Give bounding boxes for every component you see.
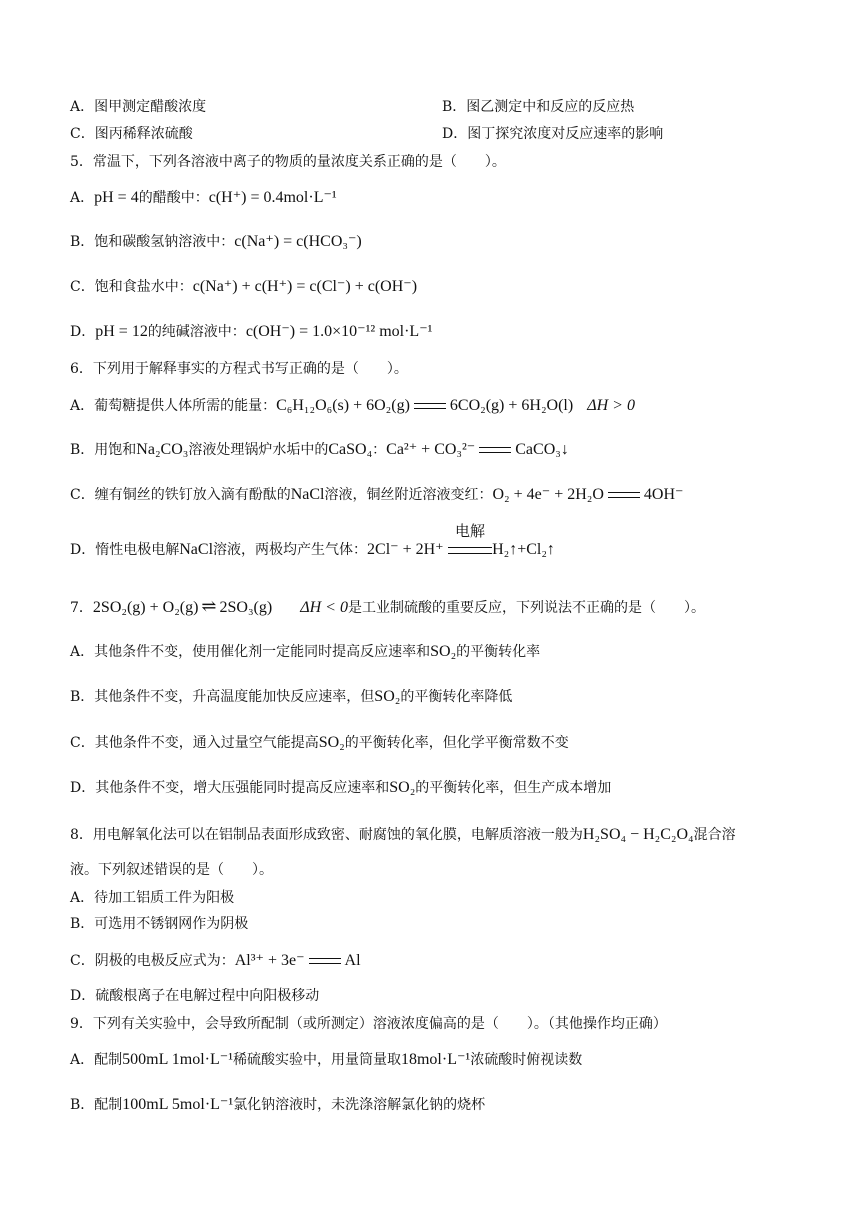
q5-stem: 5．常温下，下列各溶液中离子的物质的量浓度关系正确的是（ ）。 xyxy=(70,154,506,170)
q4-option-b: B．图乙测定中和反应的反应热 xyxy=(442,99,635,115)
equals-arrow-icon xyxy=(479,447,511,453)
q6-stem: 6．下列用于解释事实的方程式书写正确的是（ ）。 xyxy=(70,361,408,377)
q5-c-formula: c(Na⁺) + c(H⁺) = c(Cl⁻) + c(OH⁻) xyxy=(192,278,418,295)
q8-option-a: A．待加工铝质工件为阳极 xyxy=(70,890,235,906)
q9-option-a: A．配制500mL 1mol·L⁻¹稀硫酸实验中，用量筒量取18mol·L⁻¹浓硫酸时俯视读数 xyxy=(70,1051,583,1068)
q4-options-row2 xyxy=(70,124,664,144)
q6-option-b: B．用饱和Na₂CO₃溶液处理锅炉水垢中的CaSO₄：Ca²⁺ + CO₃²⁻ CaCO₃↓ xyxy=(70,441,569,458)
q5-option-c: C．饱和食盐水中：c(Na⁺) + c(H⁺) = c(Cl⁻) + c(OH⁻) xyxy=(70,278,418,295)
q8-stem-line1: 8．用电解氧化法可以在铝制品表面形成致密、耐腐蚀的氧化膜，电解质溶液一般为H₂SO₄ − H₂C₂O₄混合溶 xyxy=(70,826,736,843)
q7-option-d: D．其他条件不变，增大压强能同时提高反应速率和SO₂的平衡转化率，但生产成本增加 xyxy=(70,779,612,796)
q8-option-c: C．阴极的电极反应式为：Al³⁺ + 3e⁻ Al xyxy=(70,952,361,969)
q5-a-formula: c(H⁺) = 0.4mol·L⁻¹ xyxy=(208,189,337,206)
q6-option-c: C．缠有铜丝的铁钉放入滴有酚酞的NaCl溶液，铜丝附近溶液变红：O₂ + 4e⁻ + 2H₂O 4OH⁻ xyxy=(70,486,684,503)
electrolysis-arrow-icon xyxy=(448,521,492,554)
reversible-arrow-icon: ⇌ xyxy=(201,596,217,617)
equals-arrow-icon xyxy=(309,958,341,964)
q6-option-a: A．葡萄糖提供人体所需的能量：C₆H₁₂O₆(s) + 6O₂(g) 6CO₂(g) + 6H₂O(l) ΔH > 0 xyxy=(70,397,635,414)
equals-arrow-icon xyxy=(608,492,640,498)
q4-option-d: D．图丁探究浓度对反应速率的影响 xyxy=(442,126,664,142)
q4-option-a: A．图甲测定醋酸浓度 xyxy=(70,99,207,115)
q5-option-d: D．pH = 12的纯碱溶液中：c(OH⁻) = 1.0×10⁻¹² mol·L⁻¹ xyxy=(70,323,433,340)
q8-option-d: D．硫酸根离子在电解过程中向阳极移动 xyxy=(70,988,320,1004)
q5-b-formula: c(Na⁺) = c(HCO₃⁻) xyxy=(234,233,362,250)
q7-option-a: A．其他条件不变，使用催化剂一定能同时提高反应速率和SO₂的平衡转化率 xyxy=(70,643,541,660)
q5-option-b: B．饱和碳酸氢钠溶液中：c(Na⁺) = c(HCO₃⁻) xyxy=(70,233,362,250)
q8-stem-line2: 液。下列叙述错误的是（ ）。 xyxy=(70,862,273,878)
q9-stem: 9．下列有关实验中，会导致所配制（或所测定）溶液浓度偏高的是（ ）。（其他操作均正确） xyxy=(70,1016,667,1032)
q7-option-c: C．其他条件不变，通入过量空气能提高SO₂的平衡转化率，但化学平衡常数不变 xyxy=(70,734,569,751)
q7-option-b: B．其他条件不变，升高温度能加快反应速率，但SO₂的平衡转化率降低 xyxy=(70,688,513,705)
q9-option-b: B．配制100mL 5mol·L⁻¹氯化钠溶液时，未洗涤溶解氯化钠的烧杯 xyxy=(70,1096,486,1113)
q5-option-a: A．pH = 4的醋酸中：c(H⁺) = 0.4mol·L⁻¹ xyxy=(70,189,337,206)
q4-options-row1 xyxy=(70,97,635,117)
q6-option-d: D．惰性电极电解NaCl溶液，两极均产生气体：2Cl⁻ + 2H⁺ 电解 H₂↑+Cl₂↑ xyxy=(70,521,555,558)
q7-stem: 7．2SO₂(g) + O₂(g) ⇌ 2SO₃(g) ΔH < 0是工业制硫酸的重要反应，下列说法不正确的是（ ）。 xyxy=(70,596,705,617)
q4-option-c: C．图丙稀释浓硫酸 xyxy=(70,126,193,142)
electrolysis-condition: 电解 xyxy=(455,521,486,540)
q8-option-b: B．可选用不锈钢网作为阴极 xyxy=(70,916,249,932)
q5-d-formula: c(OH⁻) = 1.0×10⁻¹² mol·L⁻¹ xyxy=(245,323,433,340)
equals-arrow-icon xyxy=(414,403,446,409)
